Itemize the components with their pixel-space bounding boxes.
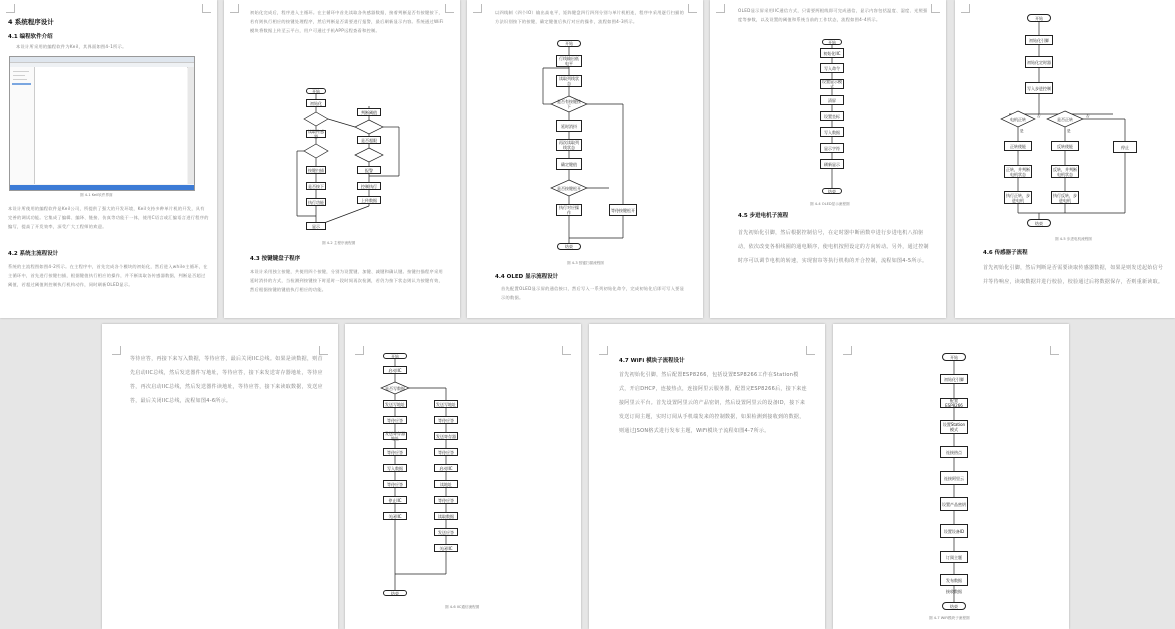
flow-node: 设置设备ID <box>940 524 968 538</box>
flow-node: 等待应答 <box>434 496 458 504</box>
paragraph: 首先初始化引脚，然后判断是否需要读取传感器数据，如果是则发送起始信号并等待响应，读取数据并进行校验，校验通过后将数据保存，否则重新读取。 <box>983 265 1164 285</box>
flow-node: 写入数据 <box>383 464 407 472</box>
document-page-6 <box>102 324 338 629</box>
flow-node: 确定键值 <box>556 158 582 170</box>
section-heading: 4.6 传感器子流程 <box>983 250 1028 256</box>
flow-node: 写入命令 <box>820 63 844 73</box>
flow-node: 正转使能 <box>1004 141 1032 151</box>
flow-node: 设置坐标 <box>820 111 844 121</box>
paragraph: 本设计采用独立按键，共使用四个按键，分别为设置键、加键、减键和确认键。按键扫描程序采用延时消抖的方式，当检测到按键按下时延时一段时间再次检测，若仍为按下状态则认为按键有效，然后根据按键的键值执行相应的功能。 <box>250 269 443 292</box>
flow-node: 设置产品密钥 <box>940 497 968 511</box>
flow-node: 订阅主题 <box>940 551 968 563</box>
project-panel <box>10 67 35 184</box>
figure-caption: 图 4-1 Keil软件界面 <box>80 193 113 197</box>
section-heading: 4 系统程序设计 <box>8 18 54 26</box>
flowchart-connectors <box>294 86 414 236</box>
flow-node: 开始 <box>942 353 966 361</box>
flow-node: 接收数据 <box>946 588 962 594</box>
page-corner-mark <box>961 4 970 13</box>
flow-node: 发送寄存器 <box>436 433 456 439</box>
document-page-2 <box>224 0 460 318</box>
flow-node: 停止IIC <box>383 496 407 504</box>
editor-area <box>35 67 187 184</box>
main-flowchart <box>294 86 414 236</box>
flow-node: 初始化IIC <box>820 48 844 58</box>
paragraph: 首先配置OLED显示屏的通信接口，然后写入一系列初始化命令，完成初始化后即可写入要显示的数据。 <box>501 286 685 300</box>
flow-node: 等待应答 <box>434 416 458 424</box>
document-page-1 <box>0 0 217 318</box>
flow-node: 正转，并判断电机状态 <box>1006 166 1030 177</box>
branch-label: 是 <box>1020 129 1024 133</box>
flow-node: 设置Station模式 <box>940 420 968 434</box>
flow-node: 是否按下 <box>308 183 324 189</box>
document-page-7 <box>345 324 581 629</box>
paragraph: 以四线制（四个IO）输出高电平，矩阵键盘四行四列分别与单片机相连，程序中采用逐行扫描的方法识别按下的按键，确定键值后执行对应的操作，流程如图4-3所示。 <box>495 10 685 24</box>
paragraph: 系统的主流程图如图4-2所示。在主程序中，首先完成各个模块的初始化，然后进入while主循环，在主循环中，首先进行按键扫描，根据键值执行相应的操作，并不断读取各传感器数据，判断是否超过阈值，若超过阈值则控制执行机构动作，同时刷新OLED显示。 <box>8 264 208 287</box>
flow-node: 控制执行 <box>357 182 381 190</box>
figure-caption: 图 4-2 主程序流程图 <box>322 241 356 245</box>
flow-node: 结束 <box>1027 219 1051 227</box>
flow-node: 连接阿里云 <box>940 471 968 485</box>
document-page-8 <box>589 324 825 629</box>
paragraph: 本设计所使用的编程软件是Keil公司，所提供了强大的开发环境，Keil支持多种单片机的开发，具有完善的调试功能。它集成了编辑、编译、链接、仿真等功能于一体，使用C语言或汇编语言进行程序的编写，提高了开发效率，深受广大工程师的欢迎。 <box>8 206 209 229</box>
flow-node: 显示 <box>306 222 326 230</box>
flow-node: 开始 <box>1027 14 1051 22</box>
keil-software-screenshot <box>9 56 195 191</box>
flow-node: 报警 <box>357 166 381 174</box>
stepper-motor-flowchart <box>993 8 1143 230</box>
selected-item <box>12 83 31 85</box>
wifi-flowchart <box>937 352 971 614</box>
flow-node: 写入数据 <box>820 127 844 137</box>
flow-node: 延时消抖 <box>556 120 582 132</box>
paragraph: 本设计所采用的编程软件为Keil，其界面如图4-1所示。 <box>16 44 127 49</box>
flow-node: 开始 <box>822 39 842 45</box>
flow-node: 发送应答 <box>434 528 458 536</box>
flow-node: 启动IIC <box>434 464 458 472</box>
flow-node: 读地址 <box>434 480 458 488</box>
paragraph: 初始化完成后，程序进入主循环。在主循环中首先读取各传感器数据，接着判断是否有按键按下，若有则执行相应的按键处理程序，然后判断是否需要进行报警，最后刷新显示内容。系统通过WiFi模块将数据上传至云平台，用户可通过手机APP远程查看和控制。 <box>250 10 444 33</box>
flow-decision: 是否有按键按下 <box>557 99 581 109</box>
branch-label: 否 <box>1037 114 1041 118</box>
flow-node: 行线输出低电平 <box>556 55 582 67</box>
flow-decision: 是否按键松开 <box>557 185 581 191</box>
iic-flowchart <box>375 352 465 602</box>
flow-node: 发送寄存器地址 <box>385 431 405 441</box>
flow-node: 判断阈值 <box>357 108 381 116</box>
page-corner-mark <box>355 346 364 355</box>
flow-node: 设置显示模式 <box>822 79 842 89</box>
document-page-3 <box>467 0 703 318</box>
flow-node: 启动IIC <box>383 366 407 374</box>
flow-node: 配置ESP8266 <box>940 398 968 408</box>
flow-node: 等待应答 <box>383 416 407 424</box>
figure-caption: 图 4-5 步进电机流程图 <box>1055 237 1092 241</box>
flow-node: 是否超限 <box>357 136 381 144</box>
tree-line <box>13 79 27 80</box>
section-heading: 4.4 OLED 显示流程设计 <box>495 274 559 280</box>
scrollbar <box>188 67 194 184</box>
flow-node: 开始 <box>306 88 326 94</box>
flowchart-connectors <box>537 38 647 256</box>
flow-node: 初始化 <box>306 99 326 107</box>
paragraph: OLED显示屏采用IIC通信方式，只需要两根线即可完成通信，显示内容包括温度、湿度、光照强度等参数，以及设置的阈值和系统当前的工作状态，流程如图4-4所示。 <box>738 8 928 22</box>
flow-node: 等待应答 <box>383 448 407 456</box>
flow-node: 执行对应操作 <box>556 204 582 216</box>
flow-decision: 电机正转 <box>1010 116 1026 122</box>
flow-node: 结束 <box>383 590 407 596</box>
paragraph: 首先初始化引脚，然后配置ESP8266，包括设置ESP8266工作在Station模式，开启DHCP，连接热点，连接阿里云服务器，配置完ESP8266后，接下来连接阿里云平台。首先设置阿里云的产品密钥，然后设置阿里云的设备ID，接下来发送订阅主题，实时订阅从手机端发来的控制数据，如果检测到接收到的数据，则通过JSON格式进行发布主题，WiFi模块子流程如图4-7所示。 <box>619 372 807 434</box>
flow-node: 读取列线状态 <box>556 75 582 87</box>
branch-label: 否 <box>1086 114 1090 118</box>
document-page-9 <box>833 324 1069 629</box>
section-heading: 4.3 按键键盘子程序 <box>250 256 301 262</box>
figure-caption: 图 4-6 IIC通信流程图 <box>445 605 480 609</box>
flow-node: 开始 <box>383 353 407 359</box>
flow-node: 停止 <box>1113 141 1137 153</box>
paragraph: 首先初始化引脚，然后根据控制信号，在定时器中断函数中进行步进电机八拍驱动，依次改变各相线圈的通电顺序，使电机按照设定的方向转动。另外，通过控制时序可以调节电机的转速，实现窗帘等执行机构的开合控制，流程如图4-5所示。 <box>738 230 929 264</box>
flow-node: 等待应答 <box>383 480 407 488</box>
page-corner-mark <box>562 346 571 355</box>
page-corner-mark <box>112 346 121 355</box>
flow-node: 读取数据 <box>434 512 458 520</box>
paragraph: 等待应答，再接下来写入数据，等待应答，最后关闭IIC总线。如果是读数据，则首先启动IIC总线，然后发送器件写地址，等待应答，接下来发送寄存器地址，等待应答，再次启动IIC总线，然后发送器件读地址，等待应答，接下来读取数据，发送应答，最后关闭IIC总线，流程如图4-6所示。 <box>130 356 323 404</box>
page-corner-mark <box>599 346 608 355</box>
flow-node: 上传数据 <box>357 196 381 204</box>
flow-node: 初始化引脚 <box>940 374 968 384</box>
flow-node: 读取传感器 <box>308 129 324 139</box>
tree-line <box>13 75 25 76</box>
section-heading: 4.2 系统主流程设计 <box>8 251 59 257</box>
figure-caption: 图 4-4 OLED显示流程图 <box>810 202 850 206</box>
flow-node: 结束 <box>822 188 842 194</box>
flow-node: 刷新显示 <box>820 159 844 169</box>
page-corner-mark <box>473 4 482 13</box>
flow-node: 执行反转，步进电机 <box>1053 192 1077 203</box>
page-corner-mark <box>931 4 940 13</box>
document-page-4 <box>710 0 946 318</box>
section-heading: 4.5 步进电机子流程 <box>738 213 789 219</box>
flow-node: 发送写地址 <box>436 401 456 407</box>
flow-node: 反转使能 <box>1051 141 1079 151</box>
flow-node: 再次读取列线状态 <box>556 139 582 151</box>
page-corner-mark <box>688 4 697 13</box>
key-scan-flowchart <box>537 38 647 256</box>
flow-decision: 是否正转 <box>1057 116 1073 122</box>
flow-node: 等待应答 <box>434 448 458 456</box>
flow-node: 开始 <box>557 40 581 47</box>
flow-node: 等待按键松开 <box>609 204 637 216</box>
branch-label: 是 <box>1067 129 1071 133</box>
section-heading: 4.7 WiFi 模块子流程设计 <box>619 358 685 364</box>
flow-node: 写入步进控制 <box>1025 82 1053 94</box>
flow-node: 发布数据 <box>940 574 968 586</box>
flow-node: 清屏 <box>820 95 844 105</box>
oled-flowchart <box>814 38 850 198</box>
flow-node: 结束 <box>942 602 966 610</box>
page-corner-mark <box>843 346 852 355</box>
flow-node: 初始化定时器 <box>1025 56 1053 68</box>
flow-node: 按键扫描 <box>308 167 324 173</box>
figure-caption: 图 4-3 按键扫描流程图 <box>567 261 604 265</box>
page-corner-mark <box>230 4 239 13</box>
flow-decision: 是否写数据 <box>385 385 405 391</box>
page-corner-mark <box>806 346 815 355</box>
flow-node: 连接热点 <box>940 446 968 458</box>
flow-node: 关闭IIC <box>434 544 458 552</box>
document-page-5 <box>955 0 1175 318</box>
section-heading: 4.1 编程软件介绍 <box>8 34 53 40</box>
flow-node: 执行正转，步进电机 <box>1006 192 1030 203</box>
page-corner-mark <box>6 4 15 13</box>
flow-node: 显示字符 <box>820 143 844 153</box>
flow-node: 发送写地址 <box>385 401 405 407</box>
flow-node: 结束 <box>557 243 581 250</box>
page-corner-mark <box>1050 346 1059 355</box>
flow-node: 反转，并判断电机状态 <box>1053 166 1077 177</box>
page-corner-mark <box>716 4 725 13</box>
status-bar <box>10 185 194 190</box>
page-corner-mark <box>445 4 454 13</box>
figure-caption: 图 4-7 WiFi模块子流程图 <box>929 616 970 620</box>
flow-node: 关闭IIC <box>383 512 407 520</box>
flow-node: 初始化引脚 <box>1025 35 1053 45</box>
flow-node: 执行功能 <box>308 199 324 205</box>
tree-line <box>13 71 29 72</box>
page-corner-mark <box>202 4 211 13</box>
